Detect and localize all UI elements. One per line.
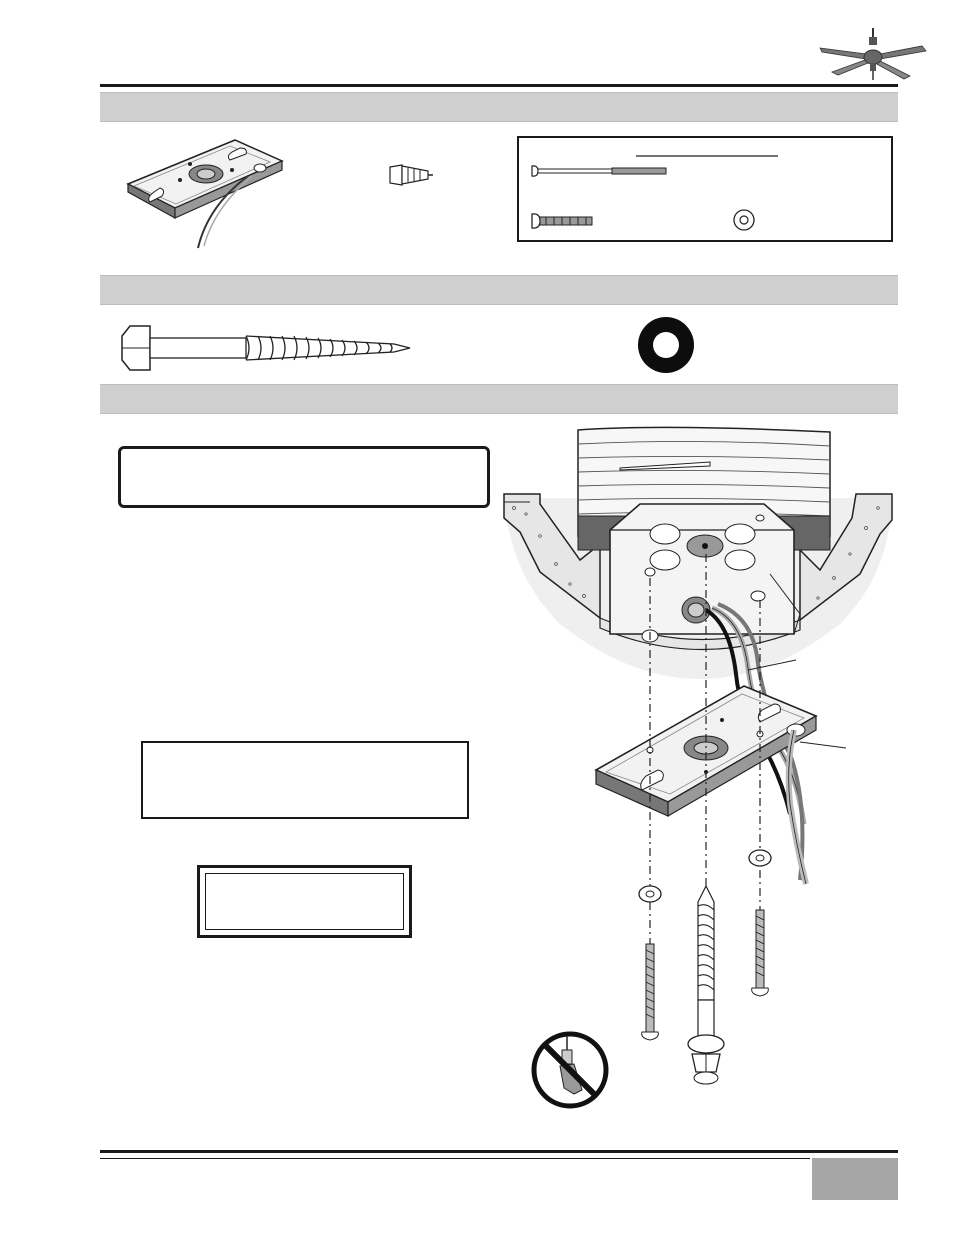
footer-rule-thick — [100, 1150, 898, 1153]
short-screw-icon — [530, 212, 594, 230]
section-bar-parts — [100, 92, 898, 122]
wire-nut-icon — [388, 164, 434, 186]
mounting-bracket-illustration — [120, 136, 290, 251]
header-rule — [100, 84, 898, 87]
important-note-box — [197, 865, 412, 938]
lock-washer-icon — [732, 208, 756, 232]
page-number-tab — [812, 1158, 898, 1200]
hardware-box-header-line — [636, 155, 778, 159]
caution-note-box — [141, 741, 469, 819]
important-note-inner-border — [205, 873, 404, 930]
large-washer-icon — [636, 316, 696, 374]
footer-rule-thin — [100, 1158, 810, 1159]
section-bar-extra-hardware — [100, 275, 898, 305]
long-screw-icon — [530, 164, 668, 178]
lag-screw-icon — [118, 324, 412, 372]
installation-diagram — [500, 424, 900, 1134]
warning-note-box — [118, 446, 490, 508]
no-power-drill-icon — [530, 1030, 610, 1110]
ceiling-fan-icon — [818, 26, 928, 82]
section-bar-installation — [100, 384, 898, 414]
